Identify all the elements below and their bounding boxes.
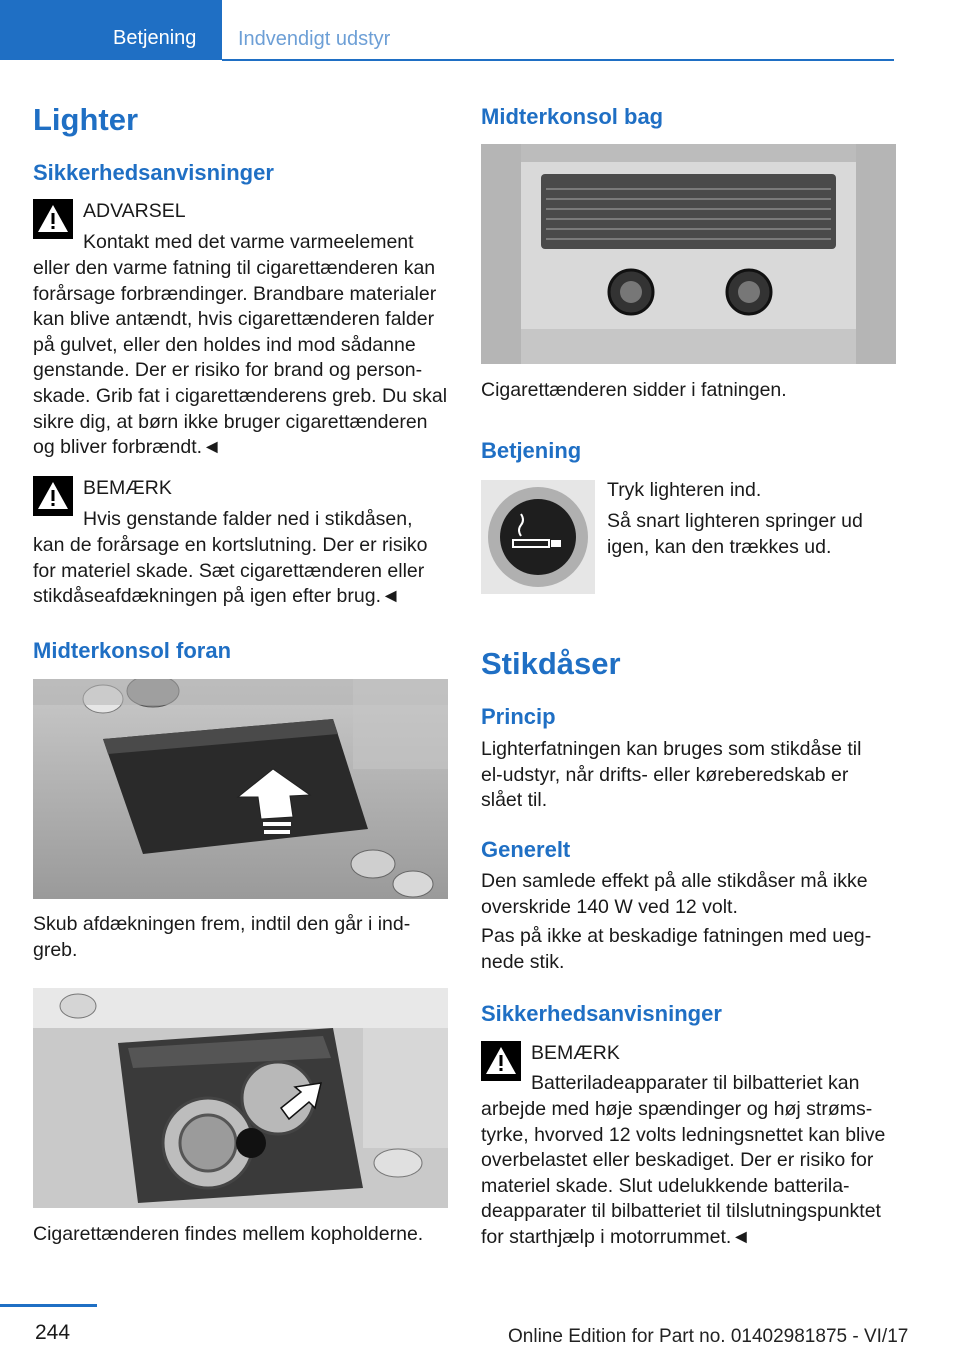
edition-text: Online Edition for Part no. 01402981875 - VI/17 <box>508 1326 909 1347</box>
warning-icon <box>33 476 73 516</box>
notice-first-line-sockets: Batteriladeapparater til bilbatteriet kan <box>531 1072 860 1094</box>
heading-operation: Betjening <box>481 438 582 463</box>
page-number: 244 <box>35 1321 71 1344</box>
rear-console-image <box>481 144 896 364</box>
heading-safety-sockets: Sikkerhedsanvisninger <box>481 1001 722 1026</box>
notice-label-sockets: BEMÆRK <box>531 1042 620 1064</box>
caption-cupholders: Cigarettænderen findes mellem kopholderne. <box>33 1223 424 1245</box>
header-rule <box>222 59 894 61</box>
warning-label: ADVARSEL <box>83 200 186 222</box>
front-console-cover-image <box>33 679 448 899</box>
warning-body: eller den varme fatning til cigarettænderen kan forårsage forbrændinger. Brandbare materialer kan blive antændt, hvis cigarettænderen falder på gulvet, eller den holdes ind mod sådanne genstande. Der er risiko for brand og personskade. Grib fat i cigarettænderens greb. Du skal sikre dig, at børn ikke bruger cigarettænderen og bliver forbrændt.◄ <box>33 257 448 459</box>
tab-indvendigt-udstyr[interactable]: Indvendigt udstyr <box>238 28 391 50</box>
notice-body-sockets: arbejde med høje spændinger og høj strømstyrke, hvorved 12 volts ledningsnettet kan blive overbelastet eller beskadiget. Der er risiko for materiel skade. Slut udelukkende batteriladeapparater til bilbatteriet til tilslutningspunktet for starthjælp i motorrummet.◄ <box>481 1098 886 1248</box>
section-title-lighter: Lighter <box>33 102 139 137</box>
heading-safety: Sikkerhedsanvisninger <box>33 160 274 185</box>
section-title-sockets: Stikdåser <box>481 646 621 681</box>
tab-betjening[interactable] <box>0 0 222 60</box>
notice-label: BEMÆRK <box>83 477 172 499</box>
lighter-button-image <box>481 480 595 594</box>
notice-body: kan de forårsage en kortslutning. Der er risiko for materiel skade. Sæt cigarettænderen eller stikdåseafdækningen på igen efter brug.◄ <box>33 534 428 608</box>
heading-front-console: Midterkonsol foran <box>33 638 232 663</box>
footer-rule <box>0 1304 97 1307</box>
general-text-1: Den samlede effekt på alle stikdåser må ikke overskride 140 W ved 12 volt. <box>481 870 868 918</box>
warning-icon <box>33 199 73 239</box>
notice-first-line: Hvis genstande falder ned i stikdåsen, <box>83 508 413 530</box>
operation-step-1: Tryk lighteren ind. <box>607 479 762 501</box>
heading-general: Generelt <box>481 837 571 862</box>
cupholder-lighter-image <box>33 988 448 1208</box>
heading-principle: Princip <box>481 704 556 729</box>
warning-first-line: Kontakt med det varme varmeelement <box>83 231 414 253</box>
caption-rear-console: Cigarettænderen sidder i fatningen. <box>481 379 787 401</box>
operation-step-2: Så snart lighteren springer ud igen, kan den trækkes ud. <box>607 510 863 558</box>
general-text-2: Pas på ikke at beskadige fatningen med uegnede stik. <box>481 925 872 973</box>
warning-icon <box>481 1041 521 1081</box>
caption-front-cover: Skub afdækningen frem, indtil den går i indgreb. <box>33 913 411 961</box>
principle-text: Lighterfatningen kan bruges som stikdåse til el-udstyr, når drifts- eller køreberedskab er slået til. <box>481 738 862 812</box>
heading-rear-console: Midterkonsol bag <box>481 104 664 129</box>
tab-betjening-label: Betjening <box>113 27 197 49</box>
